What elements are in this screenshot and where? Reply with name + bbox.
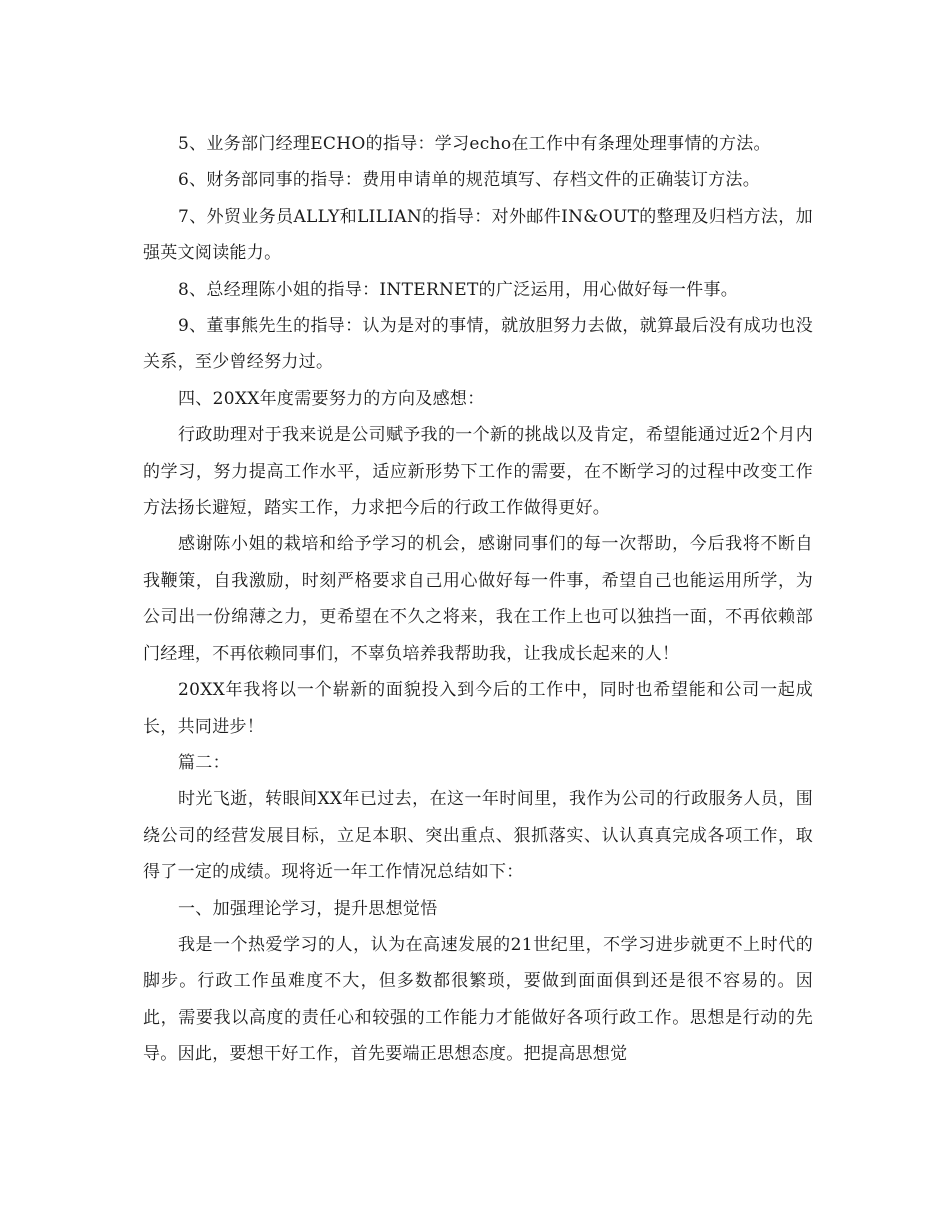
chapter-heading-2: 篇二：: [178, 752, 230, 773]
paragraph-item-5: 5、业务部门经理ECHO的指导：学习echo在工作中有条理处理事情的方法。: [178, 134, 771, 154]
paragraph-outlook: 20XX年我将以一个崭新的面貌投入到今后的工作中，同时也希望能和公司一起成长，共同进步！: [143, 680, 813, 737]
section-heading-4: 四、20XX年度需要努力的方向及感想：: [178, 388, 485, 409]
paragraph-intro: 时光飞逝，转眼间XX年已过去，在这一年时间里，我作为公司的行政服务人员，围绕公司的经营发展目标，立足本职、突出重点、狠抓落实、认认真真完成各项工作，取得了一定的成绩。现将近一年工作情况总结如下：: [143, 789, 813, 883]
paragraph-assistant-role: 行政助理对于我来说是公司赋予我的一个新的挑战以及肯定，希望能通过近2个月内的学习，努力提高工作水平，适应新形势下工作的需要，在不断学习的过程中改变工作方法扬长避短，踏实工作，力求把今后的行政工作做得更好。: [143, 425, 813, 519]
document-body: [143, 126, 813, 1073]
paragraph-item-9: 9、董事熊先生的指导：认为是对的事情，就放胆努力去做，就算最后没有成功也没关系，至少曾经努力过。: [143, 316, 813, 373]
paragraph-thanks: 感谢陈小姐的栽培和给予学习的机会，感谢同事们的每一次帮助，今后我将不断自我鞭策，自我激励，时刻严格要求自己用心做好每一件事，希望自己也能运用所学，为公司出一份绵薄之力，更希望在不久之将来，我在工作上也可以独挡一面，不再依赖部门经理，不再依赖同事们，不辜负培养我帮助我，让我成长起来的人！: [143, 534, 813, 664]
section-heading-1: 一、加强理论学习，提升思想觉悟: [178, 898, 438, 919]
paragraph-item-8: 8、总经理陈小姐的指导：INTERNET的广泛运用，用心做好每一件事。: [178, 279, 739, 300]
paragraph-item-7: 7、外贸业务员ALLY和LILIAN的指导：对外邮件IN&OUT的整理及归档方法，加强英文阅读能力。: [143, 206, 813, 264]
paragraph-learning: 我是一个热爱学习的人，认为在高速发展的21世纪里，不学习进步就更不上时代的脚步。行政工作虽难度不大，但多数都很繁琐，要做到面面俱到还是很不容易的。因此，需要我以高度的责任心和较强的工作能力才能做好各项行政工作。思想是行动的先导。因此，要想干好工作，首先要端正思想态度。把提高思想觉: [143, 934, 813, 1065]
paragraph-item-6: 6、财务部同事的指导：费用申请单的规范填写、存档文件的正确装订方法。: [178, 170, 761, 191]
